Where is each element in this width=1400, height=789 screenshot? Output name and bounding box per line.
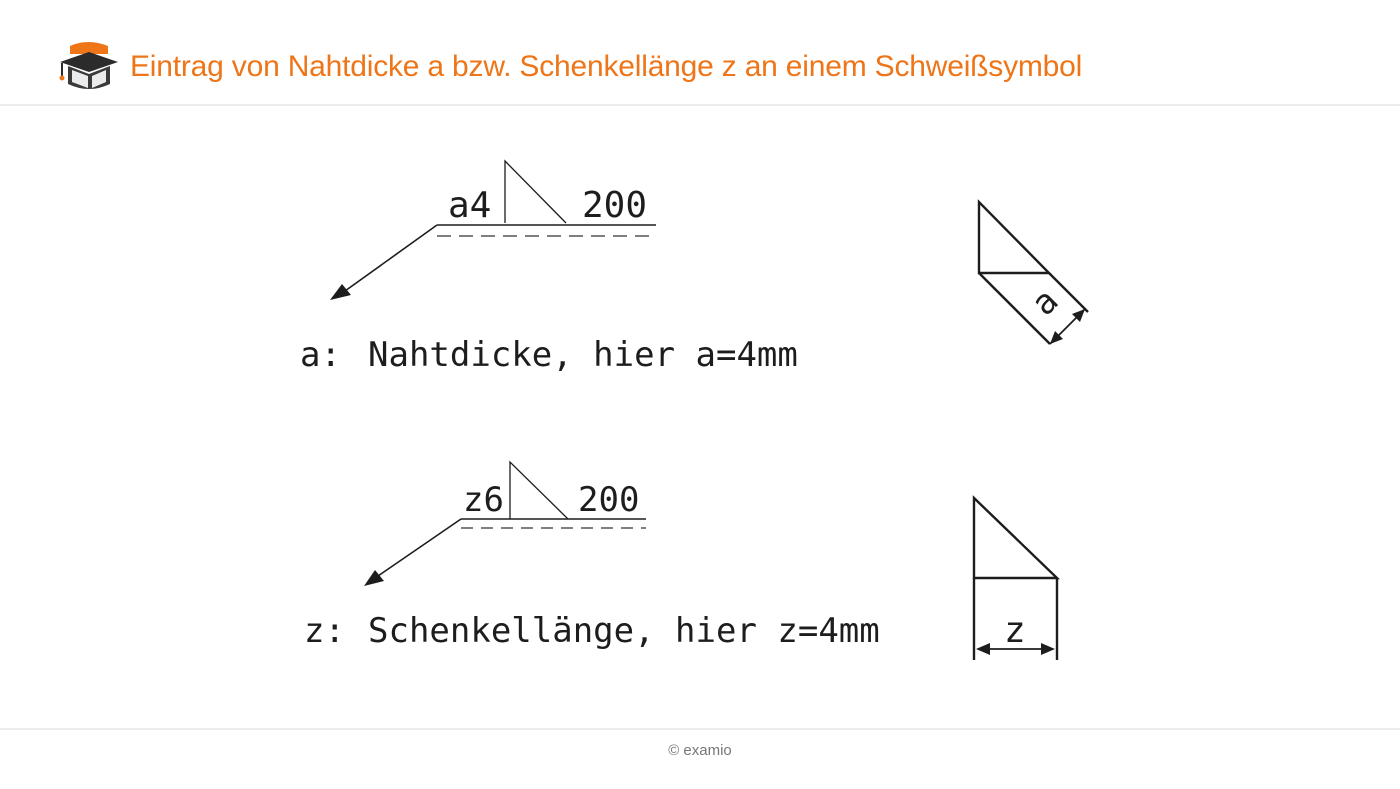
symbol-z-left-value: z6 — [463, 480, 504, 520]
caption-a-text: Nahtdicke, hier a=4mm — [368, 335, 798, 375]
symbol-a-right-value: 200 — [582, 185, 648, 226]
detail-a-label: a — [1023, 280, 1067, 324]
detail-z-label: z — [1004, 610, 1026, 651]
arrow-head-a — [330, 284, 351, 300]
graduation-cap-logo-icon — [58, 40, 120, 96]
weld-symbol-z — [364, 462, 646, 586]
fillet-detail-z — [974, 498, 1057, 660]
page-title: Eintrag von Nahtdicke a bzw. Schenkellänge z an einem Schweißsymbol — [130, 50, 1083, 83]
footer — [0, 728, 1400, 789]
header — [0, 0, 1400, 106]
fillet-detail-a — [979, 202, 1088, 344]
symbol-z-right-value: 200 — [578, 480, 640, 520]
copyright-text: © examio — [668, 742, 732, 759]
weld-symbol-diagram — [0, 106, 1400, 728]
caption-a-key: a: — [300, 335, 341, 375]
arrow-head-z — [364, 570, 384, 586]
weld-symbol-a — [330, 161, 656, 300]
symbol-a-left-value: a4 — [448, 185, 492, 226]
caption-z-text: Schenkellänge, hier z=4mm — [368, 611, 880, 651]
caption-z-key: z: — [304, 611, 345, 651]
